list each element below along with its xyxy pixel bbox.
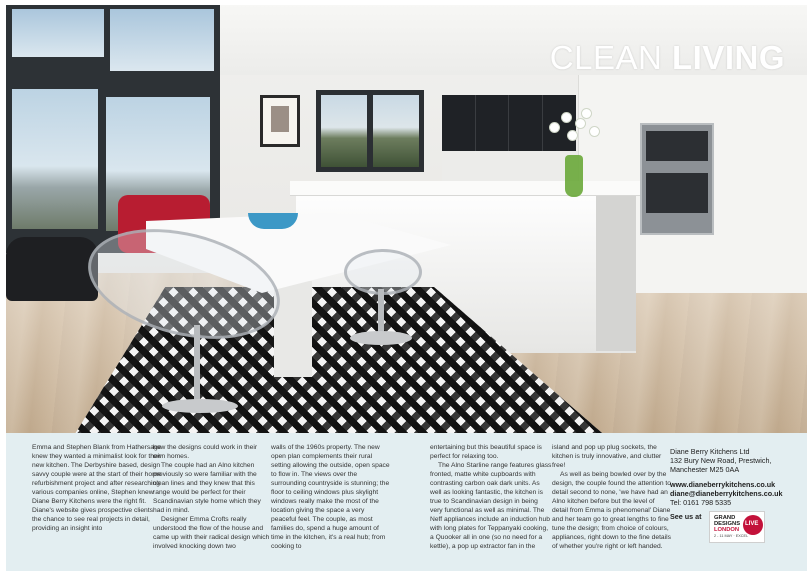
green-vase bbox=[565, 155, 583, 197]
built-in-ovens bbox=[640, 123, 714, 235]
grand-designs-live-logo: GRAND DESIGNS LONDON LIVE 2 - 11 MAY · EXCEL bbox=[709, 511, 765, 543]
magazine-spread bbox=[6, 5, 807, 571]
email-link[interactable]: diane@dianeberrykitchens.co.uk bbox=[670, 489, 783, 498]
article-text bbox=[6, 433, 807, 571]
address-line-1: 132 Bury New Road, Prestwich, bbox=[670, 456, 772, 465]
see-us-at: See us at bbox=[670, 512, 702, 521]
white-flowers bbox=[546, 109, 606, 159]
contact-block bbox=[670, 447, 790, 507]
company-name: Diane Berry Kitchens Ltd bbox=[670, 447, 750, 456]
article-column-4: entertaining but this beautiful space is perfect for relaxing too. The Alno Starline range features glass fronted, matte white cupboards with contrasting carbon oak dark units. As well as looking fantastic, the kitchen is true to Scandinavian design in being very functional as well as minimal. The Neff appliances include an induction hub with long plates for Teppanyaki cooking, a Quooker all in one (so no need for a kettle), a pop up extractor fan in the bbox=[430, 444, 552, 550]
kitchen-photo bbox=[6, 5, 807, 433]
kitchen-window bbox=[316, 90, 424, 172]
article-column-1: Emma and Stephen Blank from Hathersage knew they wanted a minimalist look for their new kitchen. The Derbyshire based, design savvy couple were at the start of their home refurbishment project and after researching various companies online, Stephen knew Diane Berry Kitchens were the right fit. Diane's website gives prospective clients the chance to see real projects in detail, providing an insight into bbox=[32, 444, 162, 532]
island-worktop bbox=[290, 181, 640, 196]
article-column-5: island and pop up plug sockets, the kitchen is truly innovative, and clutter free! As well as being bowled over by the design, the couple found the attention to detail second to none, 'we have had an Alno kitchen before but the level of detail from Emma is phenomenal' Diane and her team go to great lengths to fine tune the design; from choice of colours, appliances, right down to the fine details of whether you're right or left handed. bbox=[552, 444, 671, 550]
black-beanbag bbox=[6, 237, 98, 301]
wall-picture bbox=[260, 95, 300, 147]
address-line-2: Manchester M25 0AA bbox=[670, 465, 740, 474]
headline: CLEAN LIVING bbox=[549, 39, 785, 76]
website-link[interactable]: www.dianeberrykitchens.co.uk bbox=[670, 480, 776, 489]
article-column-2: how the designs could work in their own homes. The couple had an Alno kitchen previously so were familiar with the clean lines and they knew that this range would be perfect for their Scandinavian style home which they had in mind. Designer Emma Crofts really understood the flow of the house and came up with their radical design which involved knocking down two bbox=[153, 444, 270, 550]
article-column-3: walls of the 1960s property. The new open plan complements their rural setting allowing the outside, open space to flow in. The views over the surrounding countryside is stunning; the floor to ceiling windows plus skylight windows really make the most of the location giving the space a very peaceful feel. The couple, as most families do, spend a huge amount of time in the kitchen, it's a real hub; from cooking to bbox=[271, 444, 390, 550]
telephone: Tel: 0161 798 5335 bbox=[670, 498, 732, 507]
